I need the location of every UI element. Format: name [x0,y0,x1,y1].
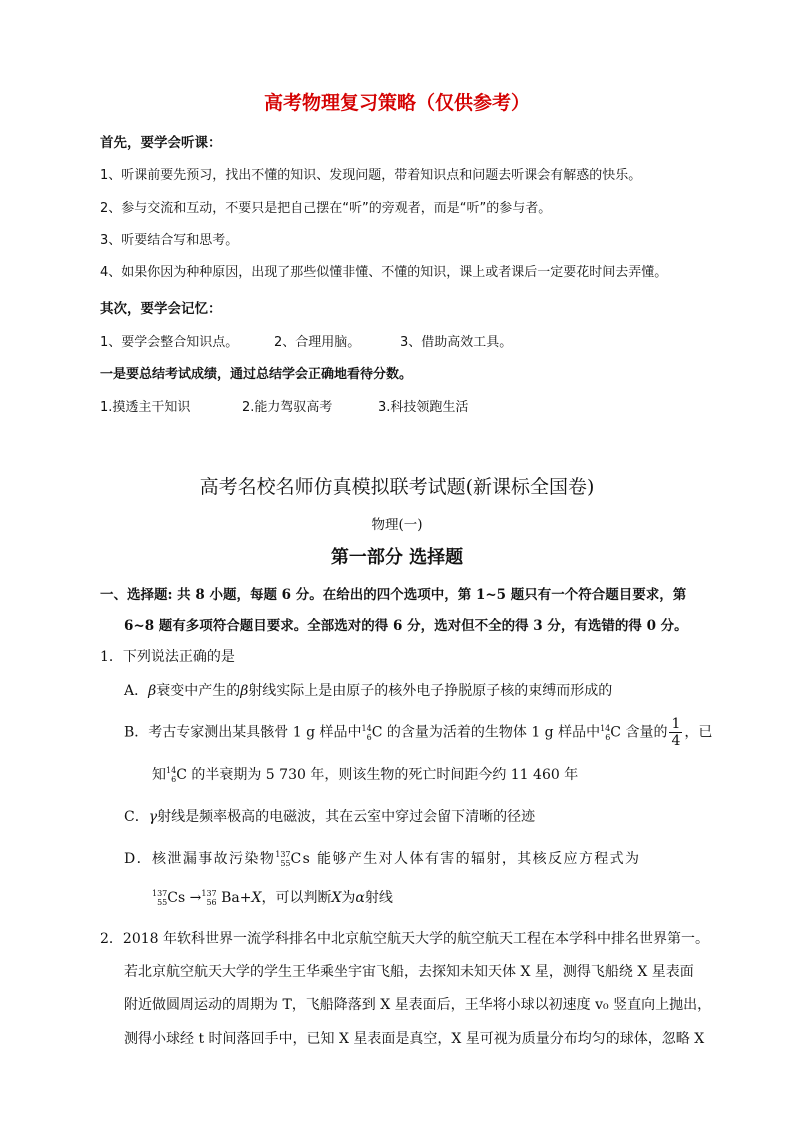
summary-item-2: 2.能力驾驭高考 [242,400,333,415]
beta-symbol: β [148,683,157,699]
option-d-line2-text-1: ，可以判断 [261,890,332,906]
first-item-3: 3、听要结合写和思考。 [100,233,239,248]
question-2-line-3: 附近做圆周运动的周期为 T，飞船降落到 X 星表面后，王华将小球以初速度 v₀ 竖直向上抛出， [124,997,712,1013]
exam-title: 高考名校名师仿真模拟联考试题(新课标全国卷) [199,476,595,498]
question-1-option-c [124,806,535,826]
instruction-line-2: 6~8 题有多项符合题目要求。全部选对的得 6 分，选对但不全的得 3 分，有选错的得 0 分。 [124,618,688,634]
cesium-137-nuclide [275,850,290,868]
mass-number: 14 [166,766,177,775]
option-b-text-3: C 含量的 [610,724,668,741]
reaction-arrow: → [189,890,202,906]
second-item-2: 2、合理用脑。 [274,335,361,350]
option-a-label: A． [124,683,149,699]
mass-number: 137 [201,889,217,898]
summary-heading: 一是要总结考试成绩，通过总结学会正确地看待分数。 [100,367,413,382]
instruction-line-1: 一、选择题: 共 8 小题，每题 6 分。在给出的四个选项中，第 1~5 题只有一个符合题目要求，第 [100,587,687,603]
option-b-line2-text-2: C 的半衰期为 5 730 年，则该生物的死亡时间距今约 11 460 年 [176,767,579,783]
option-d-line2-text-3: 射线 [364,890,393,906]
mass-number: 137 [152,889,168,898]
option-c-text: 射线是频率极高的电磁波，其在云室中穿过会留下清晰的径迹 [157,809,536,825]
part-title: 第一部分 选择题 [330,547,464,568]
carbon-14-nuclide [600,724,610,742]
mass-number: 14 [600,723,611,733]
option-b-text-2: C 的含量为活着的生物体 1 g 样品中 [371,724,601,741]
summary-item-1: 1.摸透主干知识 [100,400,191,415]
question-2-line-4: 测得小球经 t 时间落回手中，已知 X 星表面是真空，X 星可视为质量分布均匀的球体，忽略 X [124,1031,705,1047]
second-item-1: 1、要学会整合知识点。 [100,335,239,350]
question-1-option-b [124,716,712,749]
atomic-number: 56 [206,898,217,907]
first-item-1: 1、听课前要先预习，找出不懂的知识、发现问题，带着知识点和问题去听课会有解惑的快乐。 [100,168,642,183]
question-2-line-2: 若北京航空航天大学的学生王华乘坐宇宙飞船，去探知未知天体 X 星，测得飞船绕 X 星表面 [124,964,694,980]
option-b-text-4: ，已 [684,724,713,741]
second-item-3: 3、借助高效工具。 [400,335,513,350]
question-1-option-d-line-2 [152,887,393,907]
carbon-14-nuclide [362,724,372,742]
option-d-text-2: Cs 能够产生对人体有害的辐射，其核反应方程式为 [290,851,641,867]
atomic-number: 55 [280,859,291,868]
barium-137-nuclide [201,889,216,907]
first-item-2: 2、参与交流和互动，不要只是把自己摆在“听”的旁观者，而是“听”的参与者。 [100,201,552,216]
summary-item-3: 3.科技领跑生活 [378,400,469,415]
beta-symbol: β [240,683,249,699]
atomic-number: 6 [366,732,372,742]
first-item-4: 4、如果你因为种种原因，出现了那些似懂非懂、不懂的知识，课上或者课后一定要花时间去弄懂。 [100,265,668,280]
fraction-denominator: 4 [671,733,681,749]
atomic-number: 55 [157,898,168,907]
option-b-text-1: B．考古专家测出某具骸骨 1 g 样品中 [124,724,362,741]
option-d-text-1: D．核泄漏事故污染物 [124,851,276,867]
carbon-14-nuclide [166,766,176,784]
second-heading: 其次，要学会记忆： [100,301,222,317]
option-b-line2-text-1: 知 [152,767,166,783]
variable-x: X [331,890,342,906]
exam-subtitle: 物理(一) [371,517,423,533]
option-a-text-2: 射线实际上是由原子的核外电子挣脱原子核的束缚而形成的 [248,683,613,699]
mass-number: 137 [275,850,291,859]
first-heading: 首先，要学会听课： [100,135,222,151]
unknown-particle-x: X [251,890,262,906]
strategy-title: 高考物理复习策略（仅供参考） [263,92,530,114]
fraction-one-quarter [669,716,682,749]
question-1-stem: 1．下列说法正确的是 [100,649,235,665]
cesium-symbol: Cs [167,890,186,906]
option-a-text-1: 衰变中产生的 [156,683,241,699]
question-1-option-a [124,680,612,700]
alpha-symbol: α [355,890,365,906]
cesium-137-nuclide [152,889,167,907]
plus-sign: + [239,890,252,906]
atomic-number: 6 [605,732,611,742]
mass-number: 14 [361,723,372,733]
barium-symbol: Ba [221,890,240,906]
gamma-symbol: γ [148,809,158,825]
question-1-option-d [124,848,640,868]
question-2-line-1: 2．2018 年软科世界一流学科排名中北京航空航天大学的航空航天工程在本学科中排名世界第一。 [100,931,709,947]
option-c-label: C． [124,809,149,825]
fraction-numerator: 1 [671,716,681,732]
option-d-line2-text-2: 为 [341,890,356,906]
question-1-option-b-line-2 [152,764,578,784]
atomic-number: 6 [171,775,177,784]
